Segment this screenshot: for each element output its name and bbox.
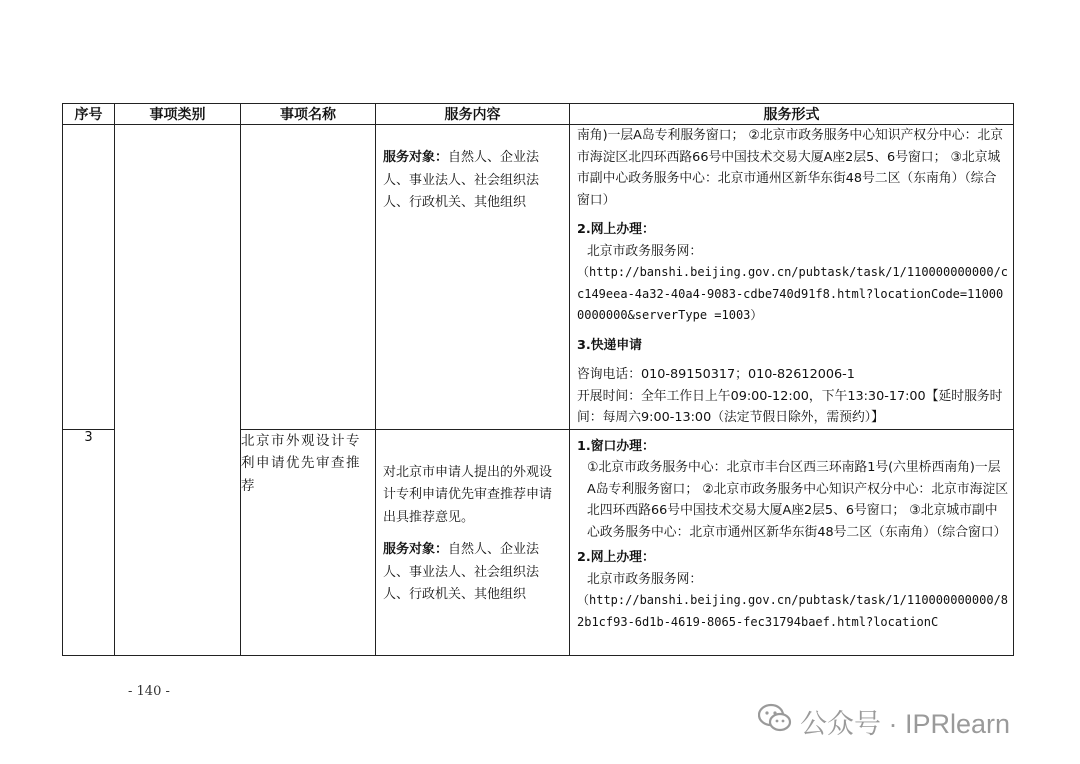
watermark bbox=[758, 702, 1010, 741]
window-title: 1.窗口办理： bbox=[577, 438, 655, 454]
online-url[interactable]: （http://banshi.beijing.gov.cn/pubtask/task/1/110000000000/82b1cf93-6d1b-4619-8065-fec31794baef.html?locationC bbox=[577, 593, 1009, 629]
service-target-text: 自然人、企业法人、事业法人、社会组织法人、行政机关、其他组织 bbox=[383, 542, 540, 602]
online-title: 2.网上办理： bbox=[577, 222, 655, 237]
service-form-cell bbox=[570, 429, 1014, 655]
service-content-cell bbox=[376, 125, 570, 430]
service-form-cell bbox=[570, 125, 1014, 430]
express-title: 3.快递申请 bbox=[577, 337, 642, 353]
service-target-label: 服务对象： bbox=[383, 150, 449, 165]
service-hours: 开展时间：全年工作日上午09:00-12:00，下午13:30-17:00【延时服务时间：每周六9:00-13:00（法定节假日除外，需预约）】 bbox=[577, 388, 1003, 425]
service-description: 对北京市申请人提出的外观设计专利申请优先审查推荐申请出具推荐意见。 bbox=[383, 464, 553, 525]
index-cell bbox=[63, 125, 115, 430]
header-service-form: 服务形式 bbox=[570, 104, 1014, 125]
category-cell bbox=[115, 125, 241, 656]
header-item-name: 事项名称 bbox=[241, 104, 376, 125]
wechat-icon bbox=[758, 703, 792, 740]
header-category: 事项类别 bbox=[115, 104, 241, 125]
header-index: 序号 bbox=[63, 104, 115, 125]
online-site: 北京市政务服务网： bbox=[587, 571, 703, 587]
table-header-row bbox=[63, 104, 1014, 125]
window-text: 南角)一层A岛专利服务窗口； ②北京市政务服务中心知识产权分中心：北京市海淀区北四环西路66号中国技术交易大厦A座2层5、6号窗口； ③北京城市副中心政务服务中心：北京市通州区新华东街48号二区（东南角）（综合窗口） bbox=[577, 128, 1003, 208]
window-text: ①北京市政务服务中心：北京市丰台区西三环南路1号(六里桥西南角)一层A岛专利服务窗口； ②北京市政务服务中心知识产权分中心：北京市海淀区北四环西路66号中国技术交易大厦A座2层5、6号窗口； ③北京城市副中心政务服务中心：北京市通州区新华东街48号二区（东南角）（综合窗口） bbox=[587, 460, 1008, 540]
online-title: 2.网上办理： bbox=[577, 550, 655, 565]
header-service-content: 服务内容 bbox=[376, 104, 570, 125]
consult-phone: 咨询电话：010-89150317；010-82612006-1 bbox=[577, 367, 855, 382]
item-name-cell: 北京市外观设计专利申请优先审查推荐 bbox=[241, 429, 376, 655]
page-number: - 140 - bbox=[128, 684, 170, 699]
table-row bbox=[63, 125, 1014, 430]
service-target-text: 自然人、企业法人、事业法人、社会组织法人、行政机关、其他组织 bbox=[383, 150, 540, 210]
watermark-text: 公众号 · IPRlearn bbox=[800, 709, 1011, 739]
service-target-label: 服务对象： bbox=[383, 542, 449, 557]
service-table bbox=[62, 103, 1014, 656]
online-url[interactable]: （http://banshi.beijing.gov.cn/pubtask/task/1/110000000000/cc149eea-4a32-40a4-9083-cdbe740d91f8.html?locationCode=110000000000&serverType =1003） bbox=[577, 265, 1009, 322]
service-content-cell bbox=[376, 429, 570, 655]
index-cell: 3 bbox=[63, 429, 115, 655]
item-name-cell bbox=[241, 125, 376, 430]
online-site: 北京市政务服务网： bbox=[587, 243, 703, 259]
